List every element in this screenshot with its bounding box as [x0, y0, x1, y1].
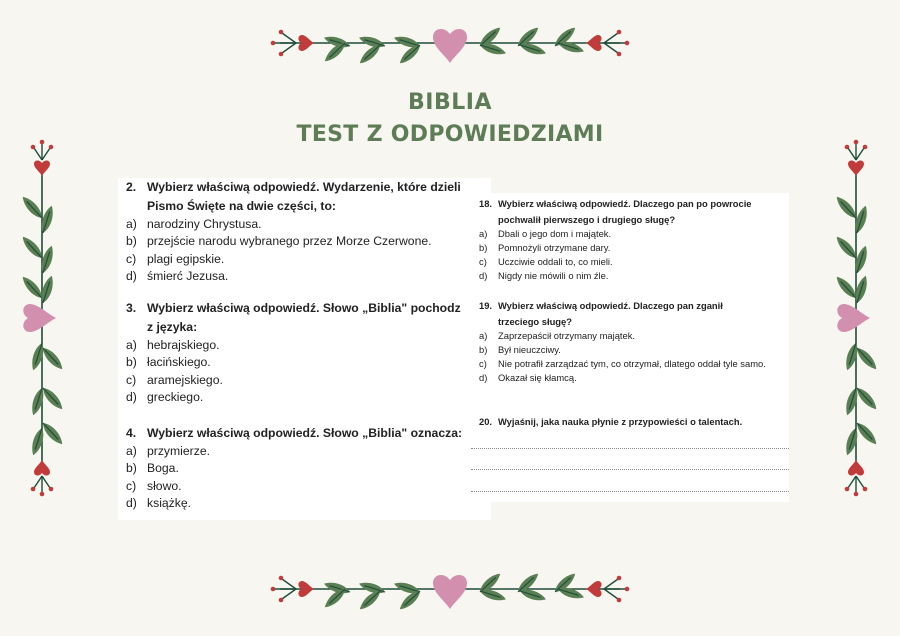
question-text: trzeciego sługę? [498, 315, 572, 327]
answer-line-3[interactable] [471, 491, 789, 492]
question-19 [479, 298, 784, 385]
question-text: z języka: [147, 320, 198, 334]
option-b: b) Był nieuczciwy. [479, 344, 561, 355]
option-a: a) narodziny Chrystusa. [126, 217, 262, 231]
question-number: 4. [126, 426, 137, 440]
questions-panel-right [471, 193, 789, 502]
option-c: c) plagi egipskie. [126, 251, 225, 266]
option-d: d) greckiego. [126, 389, 204, 404]
page-title: BIBLIA [408, 90, 492, 115]
question-text: Wybierz właściwą odpowiedź. Wydarzenie, które dzieli [147, 180, 461, 194]
question-text: Wybierz właściwą odpowiedź. Słowo „Biblia" pochodz [147, 301, 461, 315]
question-4 [126, 424, 498, 512]
question-number: 20. [479, 416, 493, 427]
question-text: Wybierz właściwą odpowiedź. Dlaczego pan po powrocie [498, 198, 752, 209]
option-c: c) słowo. [126, 478, 182, 493]
option-b: b) łacińskiego. [126, 355, 211, 370]
question-text: Wybierz właściwą odpowiedź. Dlaczego pan zganił [498, 300, 723, 311]
option-b: b) Boga. [126, 461, 179, 476]
answer-line-2[interactable] [471, 469, 789, 470]
option-d: d) Nigdy nie mówili o nim źle. [479, 270, 609, 281]
question-3 [126, 299, 498, 406]
option-c: c) Uczciwie oddali to, co mieli. [479, 256, 613, 267]
option-a: a) hebrajskiego. [126, 338, 220, 352]
option-d: d) Okazał się kłamcą. [479, 372, 577, 383]
option-a: a) przymierze. [126, 444, 210, 458]
question-number: 19. [479, 300, 493, 311]
option-a: a) Zaprzepaścił otrzymany majątek. [479, 330, 636, 341]
option-b: b) przejście narodu wybranego przez Morze Czerwone. [126, 234, 432, 249]
question-text: Pismo Święte na dwie części, to: [147, 199, 336, 213]
option-d: d) śmierć Jezusa. [126, 268, 229, 283]
question-18 [479, 196, 784, 283]
question-number: 18. [479, 198, 493, 209]
page-subtitle: TEST Z ODPOWIEDZIAMI [296, 122, 604, 147]
question-number: 2. [126, 180, 137, 194]
vine-left-decoration [12, 138, 72, 498]
question-2 [126, 178, 498, 285]
vine-right-decoration [826, 138, 886, 498]
question-text: Wybierz właściwą odpowiedź. Słowo „Biblia" oznacza: [147, 426, 463, 440]
option-c: c) Nie potrafił zarządzać tym, co otrzymał, dlatego oddał tyle samo. [479, 358, 766, 369]
option-a: a) Dbali o jego dom i majątek. [479, 228, 612, 239]
option-b: b) Pomnożyli otrzymane dary. [479, 242, 611, 253]
garland-top-decoration [270, 17, 630, 77]
questions-panel-left [118, 178, 491, 520]
answer-line-1[interactable] [471, 448, 789, 449]
question-text: pochwalił pierwszego i drugiego sługę? [498, 213, 676, 225]
option-c: c) aramejskiego. [126, 372, 223, 387]
option-d: d) książkę. [126, 495, 192, 510]
question-text: Wyjaśnij, jaka nauka płynie z przypowieści o talentach. [498, 416, 743, 427]
question-20 [479, 414, 784, 430]
question-number: 3. [126, 301, 137, 315]
garland-bottom-decoration [270, 563, 630, 623]
